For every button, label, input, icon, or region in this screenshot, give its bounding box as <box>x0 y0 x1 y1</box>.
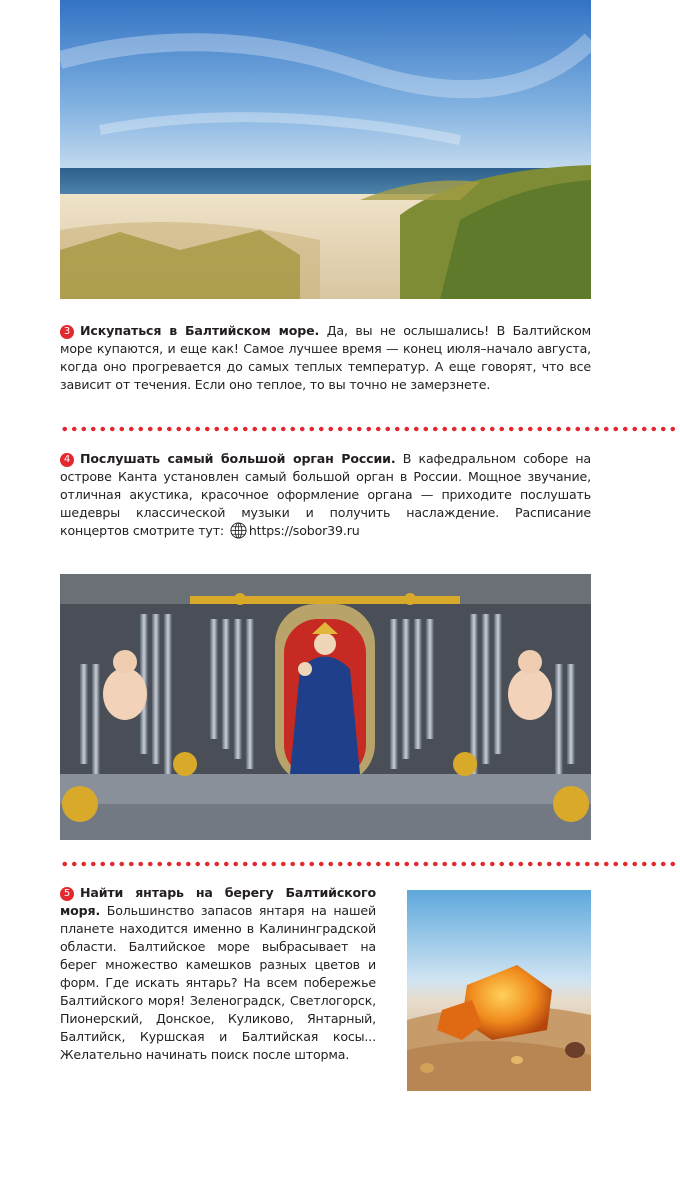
item-4-body: В кафедральном соборе на острове Канта установлен самый большой орган в России. Мощное звучание, отличная акустика, красочное оформление органа — приходите послушать шедевры классической музыки и получить наслаждение. Расписание концертов смотрите тут: <box>60 451 591 538</box>
globe-icon <box>230 522 247 539</box>
number-badge: 3 <box>60 325 74 339</box>
item-3-body: Да, вы не ослышались! В Балтийском море купаются, и еще как! Самое лучшее время — конец июля–начало августа, когда оно прогревается до самых теплых температур. А еще говорят, что все зависит от течения. Если оно теплое, то вы точно не замерзнете. <box>60 323 591 392</box>
dotted-divider <box>60 861 680 867</box>
item-3-text <box>60 322 591 394</box>
amber-photo <box>407 890 591 1091</box>
concert-link[interactable]: https://sobor39.ru <box>248 523 360 538</box>
number-badge: 5 <box>60 887 74 901</box>
beach-photo <box>60 0 591 299</box>
item-5-lead: Найти янтарь на берегу Балтийского моря. <box>60 885 376 918</box>
item-3-lead: Искупаться в Балтийском море. <box>80 323 320 338</box>
item-4-text <box>60 450 591 540</box>
organ-photo <box>60 574 591 840</box>
item-4-lead: Послушать самый большой орган России. <box>80 451 396 466</box>
dotted-divider <box>60 426 680 432</box>
number-badge: 4 <box>60 453 74 467</box>
item-5-text <box>60 884 376 1064</box>
item-5-body: Большинство запасов янтаря на нашей планете находится именно в Калининградской области. Балтийское море выбрасывает на берег множество камешков разных цветов и форм. Где искать янтарь? На всем побережье Балтийского моря! Зеленоградск, Светлогорск, Пионерский, Донское, Куликово, Янтарный, Балтийск, Куршская и Балтийская косы... Желательно начинать поиск после шторма. <box>60 903 376 1062</box>
